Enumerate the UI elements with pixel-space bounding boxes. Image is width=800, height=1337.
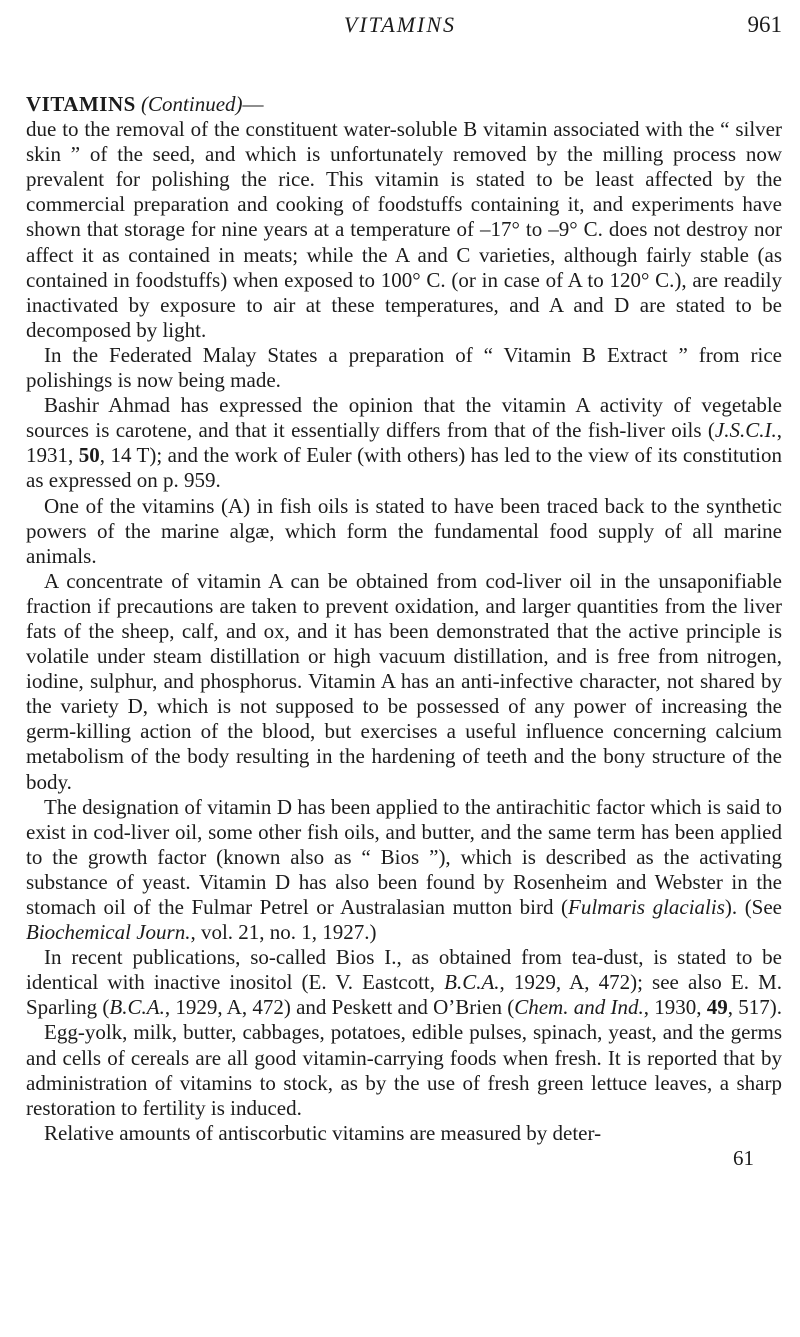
journal-citation: Chem. and Ind.	[514, 995, 644, 1020]
paragraph-3-text-b: , 1931,	[26, 418, 782, 468]
paragraph-6	[26, 795, 782, 946]
journal-citation: B.C.A.	[109, 995, 165, 1020]
paragraph-2: In the Federated Malay States a preparation of “ Vitamin B Extract ” from rice polishings is now being made.	[26, 342, 782, 393]
paragraph-3-text-c: , 14 T); and the work of Euler (with others) has led to the view of its constitution as expressed on p. 959.	[26, 443, 783, 493]
paragraph-8: Egg-yolk, milk, butter, cabbages, potatoes, edible pulses, spinach, yeast, and the germs and cells of cereals are all good vitamin-carrying foods when fresh. It is reported that by administration of vitamins to stock, as by the use of fresh green lettuce leaves, a sharp restoration to fertility is induced.	[26, 1020, 782, 1120]
paragraph-7-text-d: , 1930,	[643, 995, 707, 1020]
running-head	[0, 6, 800, 46]
paragraph-1	[26, 92, 782, 343]
paragraph-6-text-b: ). (See	[724, 895, 783, 919]
journal-citation: J.S.C.I.	[714, 418, 777, 443]
paragraph-3-text-a: Bashir Ahmad has expressed the opinion that the vitamin A activity of vegetable sources is carotene, and that it essentially differs from that of the fish-liver oils (	[26, 393, 782, 443]
signature-mark: 61	[733, 1145, 754, 1170]
body-text	[26, 92, 782, 1171]
volume-number: 50	[78, 443, 100, 468]
paragraph-5: A concentrate of vitamin A can be obtained from cod-liver oil in the unsaponifiable fraction if precautions are taken to prevent oxidation, and larger quantities from the liver fats of the sheep, calf, and ox, and it has been demonstrated that the active principle is volatile under steam distillation or high vacuum distillation, and is free from nitrogen, iodine, sulphur, and phosphorus. Vitamin A has an anti-infective character, not shared by the variety D, which is not supposed to be possessed of any power of increasing the germ-killing action of the blood, but exercises a useful influence concerning calcium metabolism of the body resulting in the hardening of teeth and the bony structure of the body.	[26, 568, 782, 794]
section-heading: VITAMINS	[26, 92, 136, 116]
volume-number: 49	[706, 995, 728, 1020]
paragraph-3	[26, 393, 782, 493]
running-title: VITAMINS	[343, 12, 457, 37]
paragraph-7	[26, 945, 782, 1020]
section-heading-dash: —	[242, 92, 264, 116]
paragraph-1-text: due to the removal of the constituent water-soluble B vitamin associated with the “ silver skin ” of the seed, and which is unfortunately removed by the milling process now prevalent for polishing the rice. This vitamin is stated to be least affected by the commercial preparation and cooking of foodstuffs containing it, and experiments have shown that storage for nine years at a temperature of –17° to –9° C. does not destroy nor affect it as contained in meats; while the A and C varieties, although fairly stable (as contained in foodstuffs) when exposed to 100° C. (or in case of A to 120° C.), are readily inactivated by exposure to air at these temperatures, and A and D are stated to be decomposed by light.	[26, 117, 782, 342]
paragraph-7-text-e: , 517).	[727, 995, 782, 1020]
paragraph-9: Relative amounts of antiscorbutic vitamins are measured by deter-	[44, 1120, 602, 1145]
paragraph-4: One of the vitamins (A) in fish oils is stated to have been traced back to the synthetic powers of the marine algæ, which form the fundamental food supply of all marine animals.	[26, 493, 782, 568]
journal-citation: B.C.A.	[444, 970, 500, 995]
paragraph-7-text-a: In recent publications, so-called Bios I., as obtained from tea-dust, is stated to be identical with inactive inositol (E. V. Eastcott,	[26, 945, 782, 995]
paragraph-6-text-c: , vol. 21, no. 1, 1927.)	[190, 920, 377, 945]
journal-citation: Biochemical Journ.	[26, 920, 191, 945]
species-name: Fulmaris glacialis	[568, 895, 725, 919]
page-number: 961	[747, 12, 782, 37]
paragraph-7-text-c: , 1929, A, 472) and Peskett and O’Brien (	[164, 995, 515, 1020]
paragraph-7-text-b: , 1929, A, 472); see also E. M. Sparling (	[26, 970, 782, 1020]
section-heading-suffix: (Continued)	[141, 92, 243, 116]
paragraph-6-text-a: The designation of vitamin D has been applied to the antirachitic factor which is said to exist in cod-liver oil, some other fish oils, and butter, and the same term has been applied to the growth factor (known also as “ Bios ”), which is described as the activating substance of yeast. Vitamin D has also been found by Rosenheim and Webster in the stomach oil of the Fulmar Petrel or Australasian mutton bird (	[26, 794, 782, 919]
